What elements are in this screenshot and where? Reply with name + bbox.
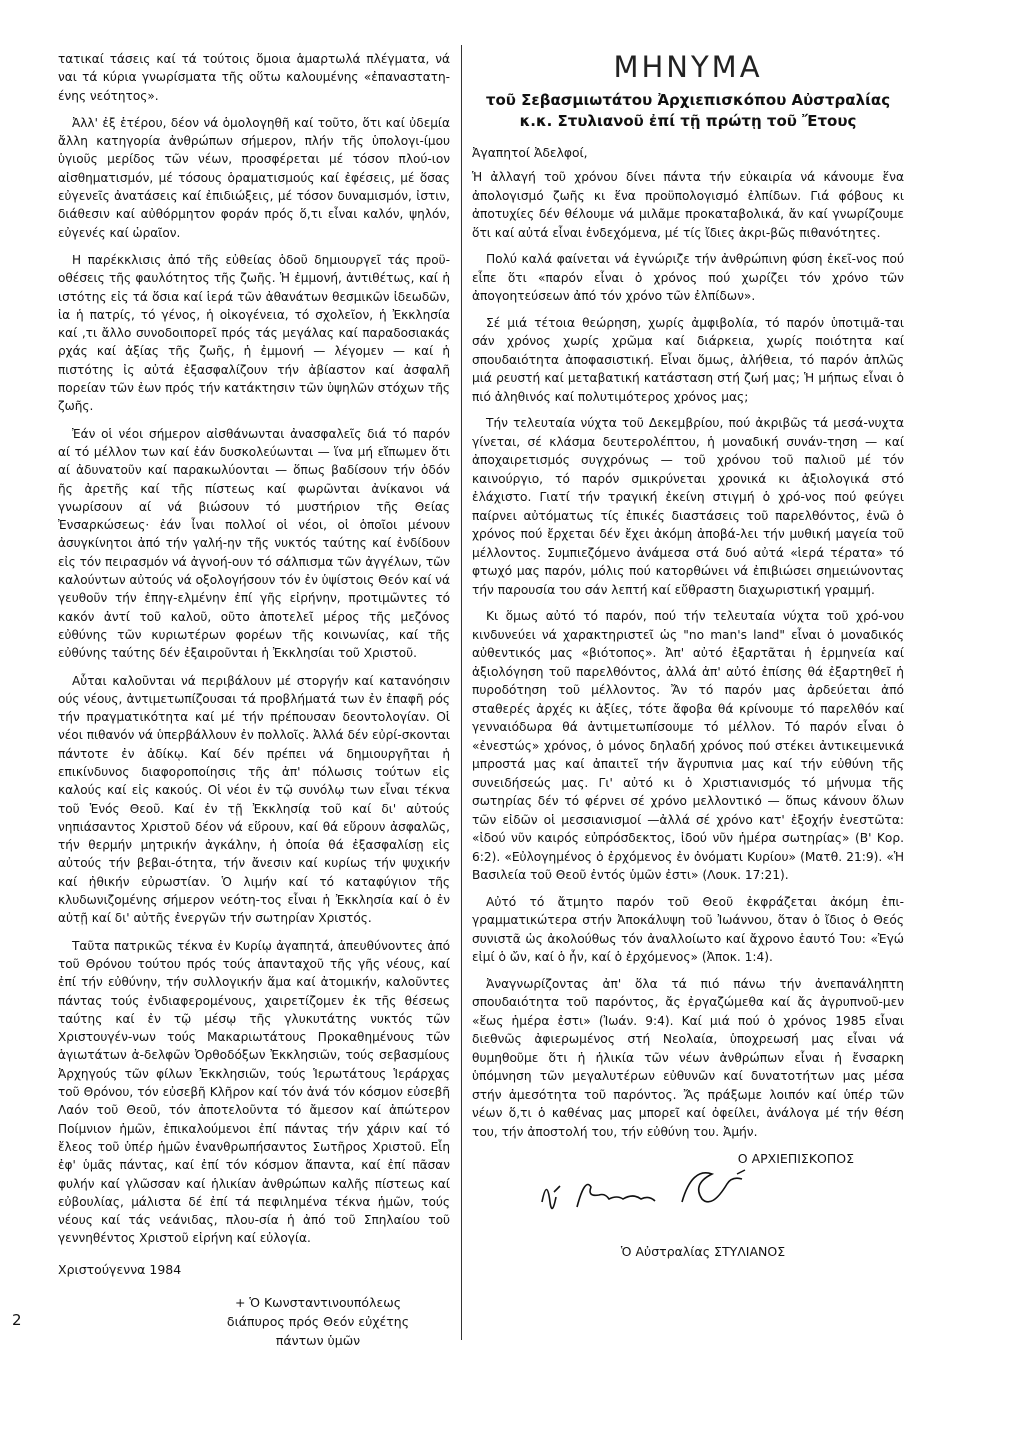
page-number: 2	[12, 1311, 22, 1329]
left-paragraph-5: Αὗται καλοῦνται νά περιβάλουν μέ στοργήν καί κατανόησιν ούς νέους, ἀντιμετωπίζουσαι τά προβλήματά των ἐν ἐπαφῆ ρός τήν πραγματικότητα καί μέ τήν πρέπουσαν δεοντολογίαν. Οἱ νέοι πιθανόν νά ὑπερβάλλουν ἐν πολλοῖς. Ἀλλά δέν εὐρί-σκονται πάντοτε ἐν ἀδίκῳ. Καί δέν πρέπει νά δημιουργῆται ἡ επικίνδυνος διαφοροποίησις τῆς ἀπ' πόλωσις τούτων εἰς καλούς καί εἰς κακούς. Οἱ νέοι ἐν τῷ συνόλῳ των εἶναι τέκνα τοῦ Ἑνός Θεοῦ. Καί ἐν τῇ Ἐκκλησίᾳ τοῦ καί δι' αὐτούς νηπιάσαντος Χριστοῦ δέον νά εὕρουν, καί θά εὕρουν ἀσφαλῶς, τήν θερμήν μητρικήν ἀγκάλην, ἡ ὁποία θά ἐξασφαλίσῃ εἰς αὐτούς τήν βεβαι-ότητα, τήν ἄνεσιν καί κυρίως τήν ψυχικήν καί ἠθικήν εὐρωστίαν. Ὁ λιμήν καί τό καταφύγιον τῆς κλυδωνιζομένης σήμερον νεότη-τος εἶναι ἡ Ἐκκλησία καί ὁ ἐν αὐτῇ καί δι' αὐτῆς ἐνεργῶν τήν σωτηρίαν Χριστός.	[58, 673, 450, 926]
right-column	[472, 50, 904, 1259]
greeting: Ἀγαπητοί Ἀδελφοί,	[472, 146, 588, 160]
left-signer	[203, 1293, 433, 1350]
left-column	[58, 50, 450, 1350]
handwritten-signature	[472, 1170, 904, 1240]
right-paragraph-2: Πολύ καλά φαίνεται νά ἐγνώριζε τήν ἀνθρώπινη φύση ἐκεῖ-νος πού εἶπε ὅτι «παρόν εἶναι ὁ χρόνος πού χωρίζει τόν χρόνο τῶν ἀπογοητεύσεων ἀπό τόν χρόνο τῶν ἐλπίδων».	[472, 252, 904, 303]
message-title: ΜΗΝΥΜΑ	[613, 50, 763, 84]
message-date: Χριστούγεννα 1984	[58, 1261, 182, 1277]
signature-name: Ὁ Αὐστραλίας ΣΤΥΛΙΑΝΟΣ	[620, 1244, 786, 1259]
left-paragraph-2: Ἀλλ' ἐξ ἑτέρου, δέον νά ὁμολογηθῆ καί τοῦτο, ὅτι καί ὐδεμία ἄλλη κατηγορία ἀνθρώπων σήμερον, πλήν τῆς ὑπολογι-ίμου ὑγιοῦς μερίδος τῶν νέων, προσφέρεται μέ τόσον πλού-ιον αἰσθηματισμόν, μέ τόσους ὁραματισμούς καί ἐφέσεις, μέ ὅσας εὐγενεῖς ἀνατάσεις καί ἐπιδιώξεις, μέ τόσον δυναμισμόν, ἰστιν, διάθεσιν καί αὐθόρμητον φοράν πρός ὅ,τι εἶναι καλόν, ψηλόν, εὐγενές καί ὡραῖον.	[58, 115, 450, 240]
message-subtitle	[472, 90, 904, 132]
left-paragraph-1: τατικαί τάσεις καί τά τούτοις ὅμοια ἁμαρτωλά πλέγματα, νά ναι τά κύρια γνωρίσματα τῆς οὕτω καλουμένης «ἐπαναστατη-ένης νεότητος».	[58, 52, 450, 103]
signature-graphic	[532, 1162, 792, 1232]
subtitle-line-1: τοῦ Σεβασμιωτάτου Ἀρχιεπισκόπου Αὐστραλίας	[485, 91, 891, 109]
subtitle-line-2: κ.κ. Στυλιανοῦ ἐπί τῇ πρώτῃ τοῦ Ἔτους	[519, 112, 857, 130]
signer-closing: διάπυρος πρός Θεόν εὐχέτης πάντων ὑμῶν	[226, 1313, 410, 1348]
left-paragraph-6: Ταῦτα πατρικῶς τέκνα ἐν Κυρίῳ ἀγαπητά, ἀπευθύνοντες ἀπό τοῦ Θρόνου τούτου πρός τούς ἁπανταχοῦ τῆς γῆς νέους, καί ἐπί τήν εὐθύνην, τήν συλλογικήν ἅμα καί ἀτομικήν, καλοῦντες πάντας τούς ἐνδιαφερομένους, χαιρετίζομεν ἐκ τῆς θέσεως ταύτης καί ἐν τῷ μέσῳ τῆς γλυκυτάτης νυκτός τῶν Χριστουγέν-νων τούς Μακαριωτάτους Προκαθημένους τῶν ἁγιωτάτων ἀ-δελφῶν Ὀρθοδόξων Ἐκκλησιῶν, τούς σεβασμίους Ἀρχηγούς τῶν φίλων Ἐκκλησιῶν, τούς Ἱερωτάτους Ἱεράρχας τοῦ Θρόνου, τόν εὐσεβῆ Κλῆρον καί τόν ἀνά τόν κόσμον εὐσεβῆ Λαόν τοῦ Θεοῦ, τόν ἀποτελοῦντα τό ἄμεσον καί ἀπώτερον Ποίμνιον ἡμῶν, ἐπικαλούμενοι ἐπί πάντας τήν χάριν καί τό ἔλεος τοῦ ὑπέρ ἡμῶν ἐνανθρωπήσαντος Σωτῆρος Χριστοῦ. Εἶη ἐφ' ὑμᾶς πάντας, καί ἐπί τόν κόσμον ἅπαντα, καί ἐπί πᾶσαν φυλήν καί γλῶσσαν καί ἡλικίαν ἀνθρώπων καλῆς πίστεως καί εὐβουλίας, μάλιστα δέ ἐπί τά πεφιλημένα τέκνα ἡμῶν, τούς νέους καί τάς νεάνιδας, πλου-σία ἡ ἀπό τοῦ Σπηλαίου τοῦ γεννηθέντος Χριστοῦ εἰρήνη καί εὐλογία.	[58, 938, 450, 1246]
left-paragraph-3: Η παρέκκλισις ἀπό τῆς εὐθείας ὁδοῦ δημιουργεῖ τάς προϋ-οθέσεις τῆς φαυλότητος τῆς ζωῆς. Ἡ ἐμμονή, ἀντιθέτως, καί ἡ ιστότης εἰς τά ὅσια καί ἱερά τῶν ἀθανάτων θεσμικῶν ἰδεωδῶν, ἰα ἡ πατρίς, τό γένος, ἡ οἰκογένεια, τό σχολεῖον, ἡ Ἐκκλησία καί ,τι ἄλλο συνοδοιπορεῖ πρός τάς μεγάλας καί παραδοσιακάς ρχάς καί ἀξίας τῆς ζωῆς, ἡ ἐμμονή — λέγομεν — καί ἡ πιστότης ἰς αὐτά ἐξασφαλίζουν τήν ἀβίαστον καί ἀσφαλῆ πορείαν τῶν ἐων πρός τήν κατάκτησιν τῶν ὑψηλῶν στόχων τῆς ζωῆς.	[58, 252, 450, 414]
right-paragraph-7: Ἀναγνωρίζοντας ἀπ' ὅλα τά πιό πάνω τήν ἀνεπανάληπτη σπουδαιότητα τοῦ παρόντος, ἄς ἐργαζώμεθα καί ἄς ἀγρυπνοῦ-μεν «ἕως ἡμέρα ἐστι» (Ἰωάν. 9:4). Καί μιά πού ὁ χρόνος 1985 εἶναι διεθνῶς ἀφιερωμένος στή Νεολαία, ὑποχρεωσή μας εἶναι νά θυμηθοῦμε ὅτι ἡ ἡλικία τῶν νέων ἀνθρώπων εἶναι ἡ ἔνσαρκη ὑπόμνηση τῶν μεγαλυτέρων εὐθυνῶν καί δυνατοτήτων μας μέσα στήν ἀμεσότητα τοῦ παρόντος. Ἄς πράξωμε λοιπόν καί ὑπέρ τῶν νέων ὅ,τι ὁ καθένας μας μπορεῖ καί ὀφείλει, ἀνάλογα μέ τήν θέση του, τήν ἀποστολή του, τήν εὐθύνη του. Ἀμήν.	[472, 976, 904, 1139]
signer-title: + Ὁ Κωνσταντινουπόλεως	[234, 1294, 402, 1310]
right-paragraph-1: Ἡ ἀλλαγή τοῦ χρόνου δίνει πάντα τήν εὐκαιρία νά κάνουμε ἕνα ἀπολογισμό ζωῆς κι ἕνα προϋπολογισμό ἐλπίδων. Γιά φόβους κι ἀποτυχίες δέν θέλουμε νά μιλᾶμε προκαταβολικά, ἄν καί γνωρίζουμε ὅτι καί αὐτά εἶναι ἐνδεχόμενα, μέ τίς ἴδιες ἀκρι-βῶς πιθανότητες.	[472, 170, 904, 240]
right-paragraph-5: Κι ὅμως αὐτό τό παρόν, πού τήν τελευταία νύχτα τοῦ χρό-νου κινδυνεύει νά χαρακτηριστεῖ ὡς "no man's land" εἶναι ὁ μοναδικός αὐθεντικός μας «βιότοπος». Ἀπ' αὐτό ἐξαρτᾶται ἡ ἑρμηνεία καί ἀξιολόγηση τοῦ παρελθόντος, ἀλλά ἀπ' αὐτό ἐπίσης θά ἐξαρτηθεῖ ἡ πυροδότηση τοῦ μέλλοντος. Ἄν τό παρόν μας ἀρδεύεται ἀπό σταθερές ἀρχές κι ἀξίες, τότε ἄφοβα θά κρίνουμε τό παρελθόν καί γενναιόδωρα θά ἀντιμετωπίσουμε τό μέλλον. Τό παρόν εἶναι ὁ «ἐνεστώς» χρόνος, ὁ μόνος δηλαδή χρόνος πού στέκει ἀντικειμενικά μπροστά μας καί ἀπαιτεῖ τήν ἄγρυπνια μας καί τήν εὐθύνη τῆς συνειδήσεώς μας. Γι' αὐτό κι ὁ Χριστιανισμός τό μήνυμα τῆς σωτηρίας δέν τό φέρνει σέ χρόνο μελλοντικό — ὅπως κάνουν ὅλων τῶν εἰδῶν οἱ μεσσιανισμοί —ἀλλά σέ χρόνο κατ' ἐξοχήν ἐνεστῶτα: «ἰδού νῦν καιρός εὐπρόσδεκτος, ἰδού νῦν ἡμέρα σωτηρίας» (Β' Κορ. 6:2). «Εὐλογημένος ὁ ἐρχόμενος ἐν ὀνόματι Κυρίου» (Ματθ. 21:9). «Ἡ Βασιλεία τοῦ Θεοῦ ἐντός ὑμῶν ἐστι» (Λουκ. 17:21).	[472, 609, 904, 882]
closing-title: Ο ΑΡΧΙΕΠΙΣΚΟΠΟΣ	[737, 1151, 854, 1166]
right-paragraph-3: Σέ μιά τέτοια θεώρηση, χωρίς ἀμφιβολία, τό παρόν ὑποτιμᾶ-ται σάν χρόνος χωρίς χρῶμα καί διάρκεια, χωρίς ποιότητα καί σπουδαιότητα ἀποφασιστική. Εἶναι ὅμως, ἀλήθεια, τό παρόν ἁπλῶς μιά ρευστή καί μεταβατική κατάσταση στή ζωή μας; Ἡ μήπως εἶναι ὁ πιό ἀληθινός καί πολυτιμότερος χρόνος μας;	[472, 315, 904, 404]
left-paragraph-4: Ἐάν οἱ νέοι σήμερον αἰσθάνωνται ἀνασφαλεῖς διά τό παρόν αί τό μέλλον των καί ἐάν δυσκολεύωνται — ἵνα μή εἴπωμεν ὅτι αί ἀδυνατοῦν καί παρακωλύονται — ὅπως βαδίσουν τήν ὁδόν ῆς ἀρετῆς καί τῆς πίστεως καί φωρῶνται ἀνίκανοι νά γνωρίσουν αί νά βιώσουν τό μυστήριον τῆς Θείας Ἐνσαρκώσεως· ἐάν ἶναι πολλοί οἱ νέοι, οἱ ὁποῖοι μένουν ἀσυγκίνητοι ἀπό τήν γαλή-ην τῆς νυκτός ταύτης καί ἐνδίδουν εἰς τόν πειρασμόν νά ἀγνοή-ουν τό σάλπισμα τῶν ἀγγέλων, τῶν καλούντων αὐτούς νά οξολογήσουν τόν ἐν ὑψίστοις Θεόν καί νά γευθοῦν τήν ἐπηγ-ελμένην ἐπί γῆς εἰρήνην, προτιμῶντες τό κακόν ἀντί τοῦ καλοῦ, οῦτο ἀποτελεῖ μέρος τῆς μεζόνος εὐθύνης τῶν κυριωτέρων φορέων τῆς κοινωνίας, καί τῆς εὐθύνης ταύτης δέν ἐξαιροῦνται ἡ Ἐκκλησίαι τοῦ Χριστοῦ.	[58, 426, 450, 661]
right-paragraph-4: Τήν τελευταία νύχτα τοῦ Δεκεμβρίου, πού ἀκριβῶς τά μεσά-νυχτα γίνεται, σέ κλάσμα δευτερολέπτου, ἡ μοναδική συνάν-τηση — καί ἀποχαιρετισμός συγχρόνως — τοῦ χρόνου τοῦ παλιοῦ μέ τόν καινούργιο, τό παρόν σμικρύνεται χρονικά κι ἀξιολογικά στό ἐλάχιστο. Γιατί τήν τραγική ἐκείνη στιγμή ὁ χρό-νος πού φεύγει παίρνει αὐτόματως τίς ἐπικές διαστάσεις τοῦ παρελθόντος, ἐνῶ ὁ χρόνος πού ἔρχεται δέν ἔχει ἀκόμη ἀποβά-λει τήν μυθική μαγεία τοῦ μέλλοντος. Συμπιεζόμενο ἀνάμεσα στά δυό αὐτά «ἱερά τέρατα» τό φτωχό μας παρόν, μόλις πού κατορθώνει νά ἐπιβιώσει σημειώνοντας τήν παρουσία του σάν λεπτή καί εὔθραστη διαχωριστική γραμμή.	[472, 416, 904, 597]
column-divider	[461, 45, 462, 1340]
right-paragraph-6: Αὐτό τό ἄτμητο παρόν τοῦ Θεοῦ ἐκφράζεται ἀκόμη ἐπι-γραμματικώτερα στήν Ἀποκάλυψη τοῦ Ἰωάννου, ὅταν ὁ ἴδιος ὁ Θεός συνιστᾶ ὡς ἀκολούθως τόν ἀναλλοίωτο καί ἄχρονο ἑαυτό Του: «Ἐγώ εἰμί ὁ ὤν, καί ὁ ἦν, καί ὁ ἐρχόμενος» (Ἀποκ. 1:4).	[472, 894, 904, 964]
